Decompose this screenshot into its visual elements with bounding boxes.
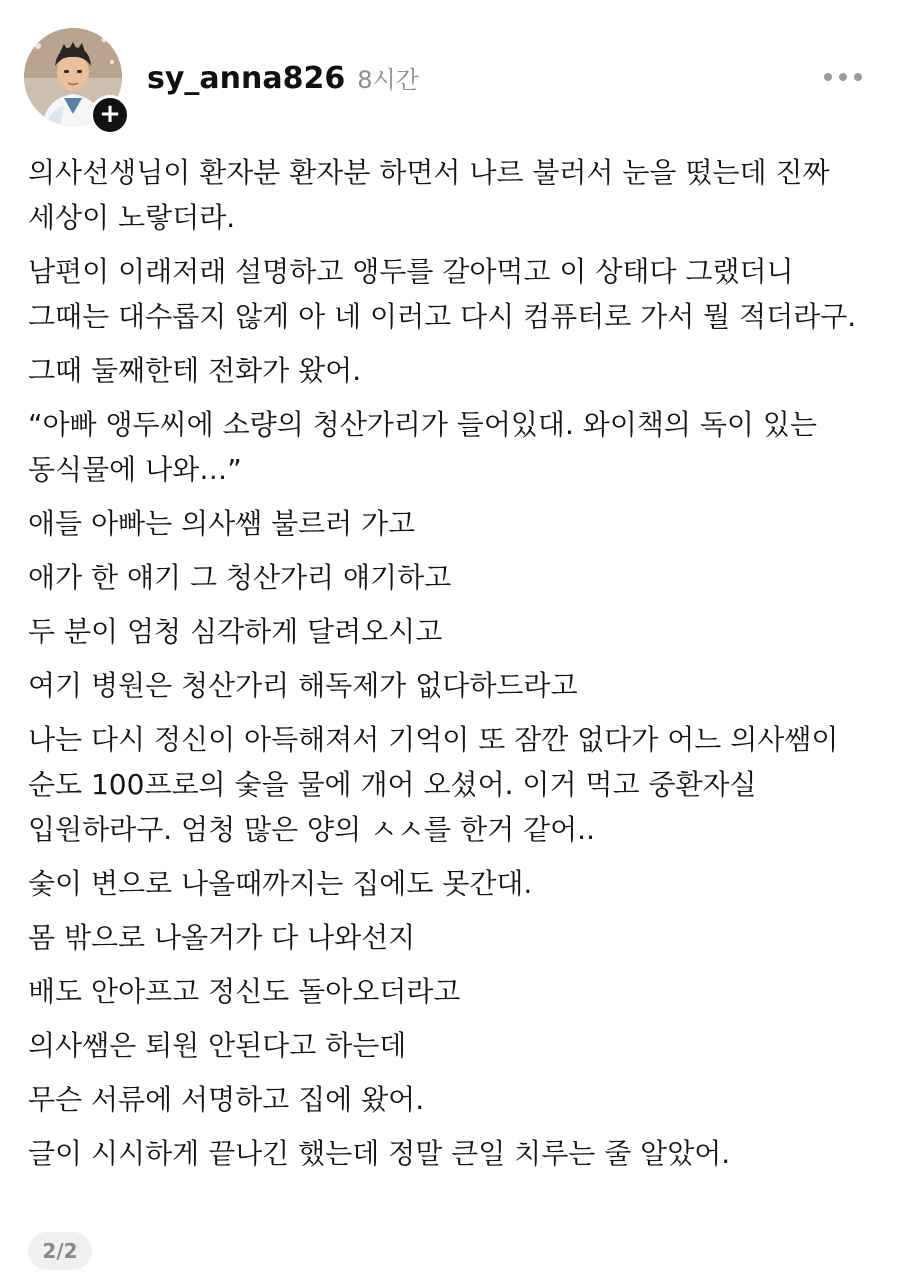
avatar-container: [24, 28, 128, 132]
post-paragraph: 애가 한 얘기 그 청산가리 얘기하고: [28, 561, 452, 594]
more-dot-icon: [839, 73, 847, 81]
page-indicator-badge: 2/2: [28, 1232, 92, 1270]
post-paragraph: “아빠 앵두씨에 소량의 청산가리가 들어있대. 와이책의 독이 있는 동식물에 나와…”: [28, 408, 817, 486]
post-paragraph: 그때 둘째한테 전화가 왔어.: [28, 354, 362, 387]
plus-icon: +: [99, 99, 121, 129]
post-paragraph: 여기 병원은 청산가리 해독제가 없다하드라고: [28, 669, 578, 702]
post-meta: [147, 60, 419, 100]
post-header: [24, 28, 876, 132]
post-paragraph: 무슨 서류에 서명하고 집에 왔어.: [28, 1083, 425, 1116]
post-paragraph: 배도 안아프고 정신도 돌아오더라고: [28, 975, 461, 1008]
follow-button[interactable]: [90, 95, 130, 135]
post-time: 8시간: [357, 66, 419, 94]
more-dot-icon: [824, 73, 832, 81]
more-dot-icon: [854, 73, 862, 81]
post-paragraph: 의사선생님이 환자분 환자분 하면서 나르 불러서 눈을 떴는데 진짜 세상이 노랗더라.: [28, 156, 830, 234]
post-paragraph: 글이 시시하게 끝나긴 했는데 정말 큰일 치루는 줄 알았어.: [28, 1137, 731, 1170]
post-paragraph: 의사쌤은 퇴원 안된다고 하는데: [28, 1029, 407, 1062]
post-paragraph: 몸 밖으로 나올거가 다 나와선지: [28, 921, 416, 954]
more-options-button[interactable]: [824, 70, 862, 84]
post-paragraph: 나는 다시 정신이 아득해져서 기억이 또 잠깐 없다가 어느 의사쌤이 순도 100프로의 숯을 물에 개어 오셨어. 이거 먹고 중환자실 입원하라구. 엄청 많은 양의 ㅅㅅ를 한거 같어..: [28, 723, 839, 846]
post-paragraph: 두 분이 엄청 심각하게 달려오시고: [28, 615, 443, 648]
username[interactable]: sy_anna826: [147, 61, 346, 96]
post-body: [28, 150, 878, 1185]
post-paragraph: 애들 아빠는 의사쌤 불르러 가고: [28, 507, 416, 540]
post-paragraph: 숯이 변으로 나올때까지는 집에도 못간대.: [28, 867, 533, 900]
post-paragraph: 남편이 이래저래 설명하고 앵두를 갈아먹고 이 상태다 그랬더니 그때는 대수롭지 않게 아 네 이러고 다시 컴퓨터로 가서 뭘 적더라구.: [28, 255, 857, 333]
